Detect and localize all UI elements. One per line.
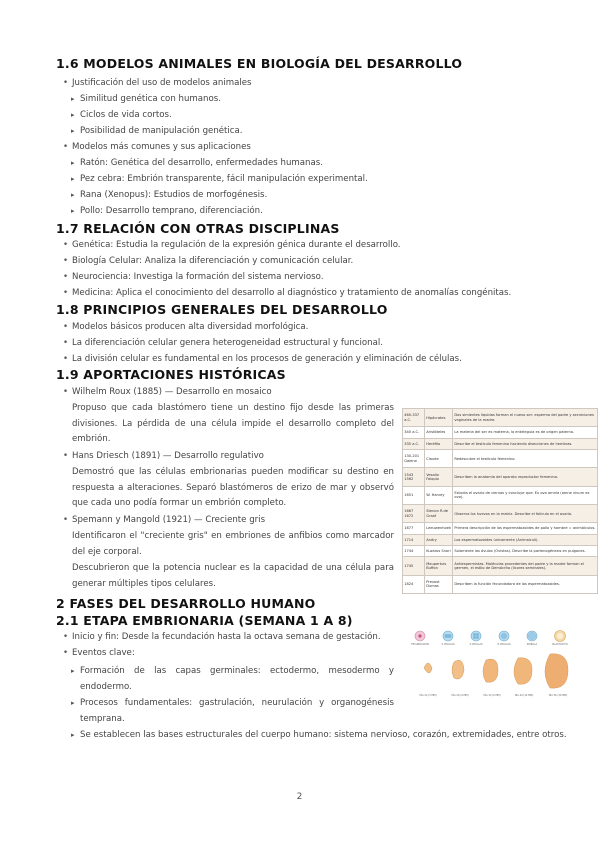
stage-label: 4 CÉLULAS — [469, 643, 483, 646]
list-item: • Biología Celular: Analiza la diferenciación y comunicación celular. — [72, 255, 353, 267]
stage-label: 2 CÉLULAS — [441, 643, 455, 646]
table-row — [403, 534, 598, 545]
stage-label: DÍA 22 (3 MM) — [419, 694, 437, 697]
table-row — [403, 409, 598, 427]
list-item: ▸ Posibilidad de manipulación genética. — [80, 125, 243, 137]
list-item: ▸ Procesos fundamentales: gastrulación, neurulación y organogénesis temprana. — [80, 696, 394, 727]
list-item: ▸ Similitud genética con humanos. — [80, 93, 221, 105]
table-cell: 1824 — [403, 575, 425, 593]
stage-label: FECUNDACIÓN — [411, 643, 429, 646]
table-cell: 340 a.C. — [403, 427, 425, 438]
table-cell: 1714 — [403, 534, 425, 545]
table-row — [403, 504, 598, 522]
paragraph: Propuso que cada blastómero tiene un destino fijo desde las primeras divisiones. La pérdida de una célula impide el desarrollo completo del embrión. — [72, 403, 394, 445]
table-cell: Primera descripción de los espermatozoides de pollo y hombre = animálculos. — [453, 523, 598, 534]
table-cell: 460-337 a.C. — [403, 409, 425, 427]
table-cell: Claude — [425, 449, 453, 467]
table-cell: 1543 1562 — [403, 468, 425, 486]
table-row — [403, 523, 598, 534]
section-title-2: 2 FASES DEL DESARROLLO HUMANO — [56, 596, 316, 611]
section-title-1-9: 1.9 APORTACIONES HISTÓRICAS — [56, 367, 286, 382]
list-item: ▸ Rana (Xenopus): Estudios de morfogénesis. — [80, 189, 267, 201]
stage-label: DÍA 32 (6 MM) — [483, 694, 501, 697]
table-cell: Hipócrates — [425, 409, 453, 427]
table-cell: Stenon R.de Graaf — [425, 504, 453, 522]
table-cell: 1744 — [403, 545, 425, 556]
table-cell: Prevost Dumas — [425, 575, 453, 593]
table-cell: Describen la función fecundadora de los espermatozoides. — [453, 575, 598, 593]
stage-label: MÓRULA — [526, 643, 538, 646]
table-cell: 1651 — [403, 486, 425, 504]
table-row — [403, 449, 598, 467]
table-row — [403, 486, 598, 504]
table-cell: Describen la anatomía del aparato reproductor femenino. — [453, 468, 598, 486]
table-row — [403, 557, 598, 575]
early-stages-row — [415, 631, 566, 642]
table-cell: 335 a.C. — [403, 438, 425, 449]
table-cell: Leeuwenhoek — [425, 523, 453, 534]
section-title-2-1: 2.1 ETAPA EMBRIONARIA (SEMANA 1 A 8) — [56, 613, 353, 628]
table-row — [403, 575, 598, 593]
list-item: ▸ Se establecen las bases estructurales del cuerpo humano: sistema nervioso, corazón, extremidades, entre otros. — [80, 728, 580, 744]
table-cell: Antiespermistas. Moléculas procedentes del padre y la madre forman el germen, el estilo de Demócrito (licores seminales). — [453, 557, 598, 575]
stage-label: BLASTOCITO — [552, 643, 568, 646]
table-cell: Dos simientes líquidas forman el nuevo ser: esperma del padre y secreciones vaginales de la madre. — [453, 409, 598, 427]
stage-label: 8 CÉLULAS — [497, 643, 511, 646]
history-table — [402, 408, 598, 594]
table-cell: Los espermatozoides únicamente (Animalculi). — [453, 534, 598, 545]
table-row — [403, 468, 598, 486]
section-title-1-6: 1.6 MODELOS ANIMALES EN BIOLOGÍA DEL DESARROLLO — [56, 56, 463, 71]
list-item: ▸ Formación de las capas germinales: ectodermo, mesodermo y endodermo. — [80, 664, 394, 695]
list-item: ▸ Ratón: Genética del desarrollo, enfermedades humanas. — [80, 157, 323, 169]
table-cell: Redescubre el testículo femenino. — [453, 449, 598, 467]
list-item: • Modelos más comunes y sus aplicaciones — [72, 141, 251, 153]
section-title-1-8: 1.8 PRINCIPIOS GENERALES DEL DESARROLLO — [56, 302, 388, 317]
table-cell: Maupertuis Buffon — [425, 557, 453, 575]
list-item: • Hans Driesch (1891) — Desarrollo regulativo — [72, 450, 264, 462]
list-item: • La división celular es fundamental en los procesos de generación y eliminación de células. — [72, 353, 462, 365]
page-number: 2 — [296, 792, 303, 802]
stage-label: DÍA 56 (30 MM) — [548, 694, 568, 697]
stage-label: DÍA 44 (14 MM) — [514, 694, 534, 697]
table-cell: Aristóteles — [425, 427, 453, 438]
stage-label: DÍA 26 (4 MM) — [451, 694, 469, 697]
section-title-1-7: 1.7 RELACIÓN CON OTRAS DISCIPLINAS — [56, 221, 340, 236]
paragraph: Descubrieron que la potencia nuclear es la capacidad de una célula para generar múltiples tipos celulares. — [72, 563, 394, 589]
table-row — [403, 545, 598, 556]
list-item: • Spemann y Mangold (1921) — Creciente gris — [72, 514, 265, 526]
list-item: • Inicio y fin: Desde la fecundación hasta la octava semana de gestación. — [72, 631, 381, 643]
list-item: • La diferenciación celular genera heterogeneidad estructural y funcional. — [72, 337, 383, 349]
paragraph: Demostró que las células embrionarias pueden modificar su destino en respuesta a alteraciones. Separó blastómeros de erizo de mar y observó que cada uno podía formar un embrión completo. — [72, 467, 394, 509]
table-cell: 130-201 Galeno — [403, 449, 425, 467]
table-cell: 1745 — [403, 557, 425, 575]
table-cell: 1677 — [403, 523, 425, 534]
table-cell: La materia del ser es materna, la enteleguia es de origen paterno. — [453, 427, 598, 438]
list-item: • Modelos básicos producen alta diversidad morfológica. — [72, 321, 308, 333]
embryo-development-figure — [410, 628, 580, 716]
list-item: • Wilhelm Roux (1885) — Desarrollo en mosaico — [72, 386, 272, 398]
list-item: ▸ Ciclos de vida cortos. — [80, 109, 172, 121]
list-item: • Medicina: Aplica el conocimiento del desarrollo al diagnóstico y tratamiento de anomalías congénitas. — [72, 287, 511, 299]
table-cell: Observa los huevos en la matriz. Describe el folículo en el ovario. — [453, 504, 598, 522]
table-row — [403, 438, 598, 449]
table-cell: 1667 1672 — [403, 504, 425, 522]
table-cell: Kuzaros Snori — [425, 545, 453, 556]
list-item: • Eventos clave: — [72, 647, 135, 659]
list-item: • Genética: Estudia la regulación de la expresión génica durante el desarrollo. — [72, 239, 401, 251]
embryo-stages-row — [424, 654, 568, 688]
list-item: ▸ Pez cebra: Embrión transparente, fácil manipulación experimental. — [80, 173, 368, 185]
table-cell: Estudia el ovario de ciervas y concluye que: Ex ovo omnia (omne vivum ex ovo). — [453, 486, 598, 504]
paragraph: Identificaron el "creciente gris" en embriones de anfibios como marcador del eje corporal. — [72, 531, 394, 557]
table-row — [403, 427, 598, 438]
table-cell: Describe el testículo femenino haciendo disecciones de hembras. — [453, 438, 598, 449]
table-cell: W. Harvey — [425, 486, 453, 504]
table-cell: Herófilo — [425, 438, 453, 449]
table-cell: Andry — [425, 534, 453, 545]
table-cell: Vesalio Falopio — [425, 468, 453, 486]
list-item: • Neurociencia: Investiga la formación del sistema nervioso. — [72, 271, 323, 283]
list-item: • Justificación del uso de modelos animales — [72, 77, 252, 89]
list-item: ▸ Pollo: Desarrollo temprano, diferenciación. — [80, 205, 263, 217]
table-cell: Solamente los óvulos (Ovistas). Describe la partenogénesis en pulgones. — [453, 545, 598, 556]
